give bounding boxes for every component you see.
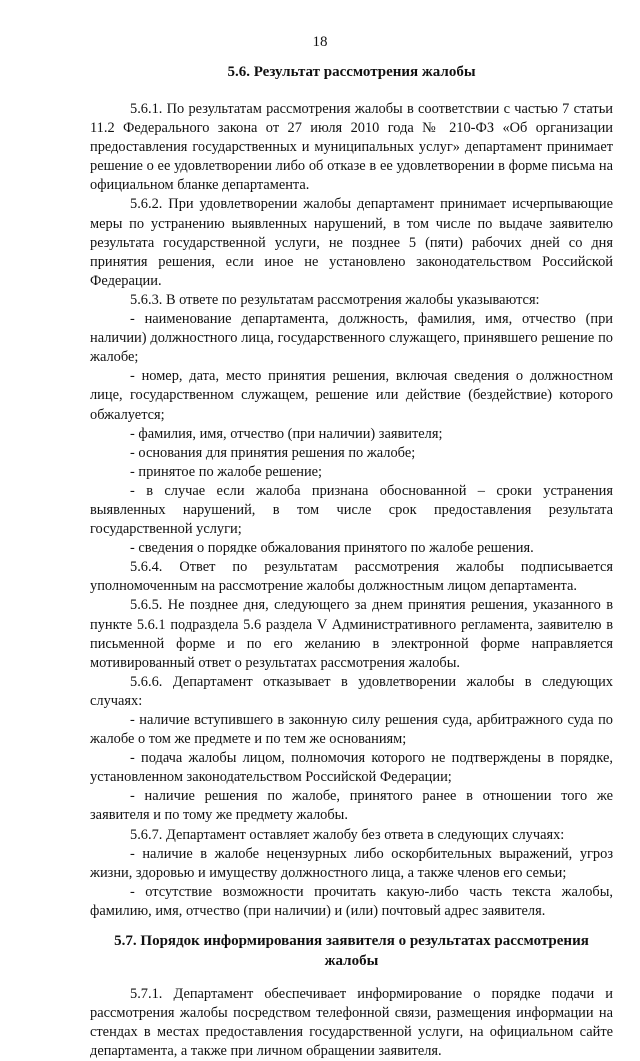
list-item: - сведения о порядке обжалования принятого по жалобе решения.	[130, 540, 534, 557]
list-item: - наименование департамента, должность, фамилия, имя, отчество (при наличии) должностного лица, государственного служащего, принявшего решение по жалобе;	[90, 311, 613, 366]
list-item: - номер, дата, место принятия решения, включая сведения о должностном лице, государственном служащем, решение или действие (бездействие) которого обжалуется;	[90, 368, 613, 423]
paragraph: 5.6.5. Не позднее дня, следующего за днем принятия решения, указанного в пункте 5.6.1 подраздела 5.6 раздела V Административного регламента, заявителю в письменной форме и по его желанию в электронной форме направляется мотивированный ответ о результатах рассмотрения жалобы.	[90, 597, 613, 671]
list-item: - наличие вступившего в законную силу решения суда, арбитражного суда по жалобе о том же предмете и по тем же основаниям;	[90, 712, 613, 748]
paragraph: 5.7.1. Департамент обеспечивает информирование о порядке подачи и рассмотрения жалобы посредством телефонной связи, размещения информации на стендах в местах предоставления государственной услуги, на официальном сайте департамента, а также при личном обращении заявителя.	[90, 986, 613, 1060]
paragraph: 5.6.6. Департамент отказывает в удовлетворении жалобы в следующих случаях:	[90, 673, 613, 709]
section-5-7-body	[90, 985, 613, 1061]
section-5-6-body	[90, 100, 613, 921]
paragraph: 5.6.4. Ответ по результатам рассмотрения жалобы подписывается уполномоченным на рассмотрение жалобы должностным лицом департамента.	[90, 559, 613, 595]
list-item: - наличие решения по жалобе, принятого ранее в отношении того же заявителя и по тому же предмету жалобы.	[90, 788, 613, 824]
list-item: - в случае если жалоба признана обоснованной – сроки устранения выявленных нарушений, в том числе срок предоставления результата государственной услуги;	[90, 482, 613, 538]
paragraph: 5.6.7. Департамент оставляет жалобу без ответа в следующих случаях:	[130, 826, 565, 843]
document-body	[90, 62, 613, 1061]
list-item: - наличие в жалобе нецензурных либо оскорбительных выражений, угроз жизни, здоровью и имуществу должностного лица, а также членов его семьи;	[90, 845, 613, 881]
list-item: - основания для принятия решения по жалобе;	[130, 444, 416, 461]
section-heading-5-7: 5.7. Порядок информирования заявителя о результатах рассмотрения жалобы	[114, 933, 589, 970]
paragraph: 5.6.1. По результатам рассмотрения жалобы в соответствии с частью 7 статьи 11.2 Федерального закона от 27 июля 2010 года № 210-ФЗ «Об организации предоставления государственных и муниципальных услуг» департамент принимает решение о ее удовлетворении либо об отказе в ее удовлетворении в форме письма на официальном бланке департамента.	[90, 101, 613, 194]
list-item: - отсутствие возможности прочитать какую-либо часть текста жалобы, фамилию, имя, отчество (при наличии) и (или) почтовый адрес заявителя.	[90, 883, 613, 919]
section-heading-5-6: 5.6. Результат рассмотрения жалобы	[227, 64, 476, 80]
list-item: - фамилия, имя, отчество (при наличии) заявителя;	[130, 425, 443, 442]
page-number: 18	[312, 34, 328, 50]
list-item: - принятое по жалобе решение;	[130, 463, 323, 480]
paragraph: 5.6.2. При удовлетворении жалобы департамент принимает исчерпывающие меры по устранению выявленных нарушений, в том числе по выдаче заявителю результата государственной услуги, не позднее 5 (пяти) рабочих дней со дня принятия решения, если иное не установлено законодательством Российской Федерации.	[90, 196, 613, 289]
paragraph: 5.6.3. В ответе по результатам рассмотрения жалобы указываются:	[130, 291, 540, 308]
list-item: - подача жалобы лицом, полномочия которого не подтверждены в порядке, установленном законодательством Российской Федерации;	[90, 750, 613, 786]
